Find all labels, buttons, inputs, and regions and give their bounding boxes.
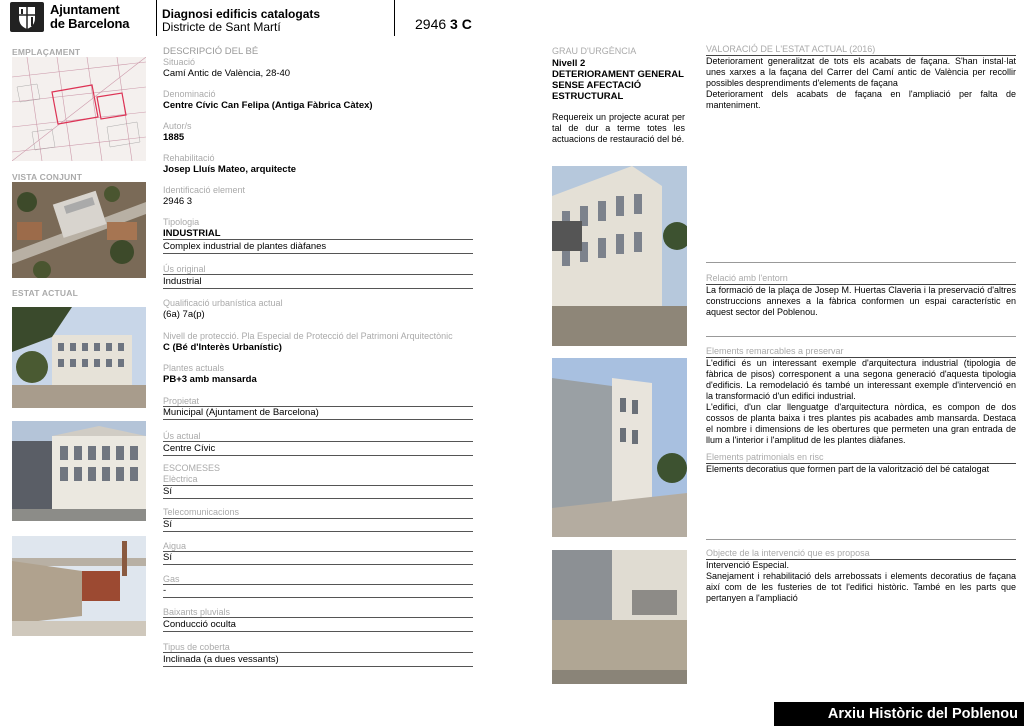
archive-watermark: Arxiu Històric del Poblenou xyxy=(774,702,1024,726)
facade-photo-2 xyxy=(552,358,687,537)
assessment-text: Elements decoratius que formen part de la valorització del bé catalogat xyxy=(706,464,990,474)
barcelona-shield-icon xyxy=(10,2,44,32)
urgency-description: Requereix un projecte acurat per tal de dur a terme totes les actuacions de restauració del bé. xyxy=(552,112,685,144)
section-label-vista: VISTA CONJUNT xyxy=(12,172,83,182)
catalog-level: 3 C xyxy=(450,16,472,32)
field-label: Telecomunicacions xyxy=(163,507,240,517)
field-value: Conducció oculta xyxy=(163,619,236,630)
field-rule xyxy=(163,455,473,456)
field-baixants-value xyxy=(163,619,473,630)
field-rule xyxy=(163,631,473,632)
urgency-heading: GRAU D'URGÈNCIA xyxy=(552,46,637,56)
assessment-text: La formació de la plaça de Josep M. Huertas Claveria i la preservació d'altres construccions annexes a la fàbrica conformen un espai característic en aquest sector del Poblenou. xyxy=(706,285,1016,317)
field-value: PB+3 amb mansarda xyxy=(163,374,257,385)
field-label: Rehabilitació xyxy=(163,153,215,163)
field-value: 2946 3 xyxy=(163,196,193,207)
urgency-headline: DETERIORAMENT GENERAL SENSE AFECTACIÓ ESTRUCTURAL xyxy=(552,69,684,102)
document-title: Diagnosi edificis catalogats xyxy=(162,7,321,21)
field-tipologia xyxy=(163,217,473,239)
field-nivell-proteccio xyxy=(163,331,473,353)
field-denominacio xyxy=(163,89,473,111)
field-label: Qualificació urbanística actual xyxy=(163,298,283,308)
field-value: Josep Lluís Mateo, arquitecte xyxy=(163,164,297,175)
field-situacio xyxy=(163,57,473,79)
field-identificacio xyxy=(163,185,473,207)
location-map xyxy=(12,57,146,161)
field-rule xyxy=(163,419,473,420)
section-rule xyxy=(706,262,1016,263)
field-rule xyxy=(163,564,473,565)
field-label: Propietat xyxy=(163,396,200,406)
field-value: Sí xyxy=(163,519,172,530)
field-value: Camí Antic de València, 28-40 xyxy=(163,68,291,79)
field-qualificacio xyxy=(163,298,473,320)
field-label: Autor/s xyxy=(163,121,192,131)
section-rule xyxy=(706,539,1016,540)
field-rule xyxy=(163,441,473,442)
field-plantes xyxy=(163,363,473,385)
field-telecom-value xyxy=(163,519,473,530)
field-value: Inclinada (a dues vessants) xyxy=(163,654,279,665)
field-label: Baixants pluvials xyxy=(163,607,231,617)
field-rule xyxy=(163,666,473,667)
field-aigua-value xyxy=(163,552,473,563)
field-value: Industrial xyxy=(163,276,202,287)
field-rule xyxy=(163,652,473,653)
field-label: Gas xyxy=(163,574,180,584)
field-value: Sí xyxy=(163,486,172,497)
current-state-photo-1 xyxy=(12,307,146,408)
field-value: C (Bé d'Interès Urbanístic) xyxy=(163,342,282,353)
assessment-surroundings xyxy=(706,273,1016,318)
section-rule xyxy=(706,336,1016,337)
field-propietat-value xyxy=(163,407,473,418)
field-electrica-value xyxy=(163,486,473,497)
header-divider xyxy=(394,0,395,36)
section-label-emplacament: EMPLAÇAMENT xyxy=(12,47,81,57)
field-label: Plantes actuals xyxy=(163,363,225,373)
field-gas-value xyxy=(163,585,473,596)
field-rule xyxy=(163,498,473,499)
assessment-text: Intervenció Especial. Sanejament i rehabilitació dels arrebossats i elements decoratius de façana així com de les fusteries de tot l'edifici històric. També en les parts que pertanyen a l'ampliació xyxy=(706,560,1016,603)
field-value: Centre Cívic xyxy=(163,443,216,454)
field-rule xyxy=(163,597,473,598)
field-autor xyxy=(163,121,473,143)
field-escomeses xyxy=(163,463,473,485)
assessment-label: Relació amb l'entorn xyxy=(706,273,1016,285)
assessment-heritage-risk xyxy=(706,452,1016,475)
assessment-label: VALORACIÓ DE L'ESTAT ACTUAL (2016) xyxy=(706,44,1016,56)
field-value: Municipal (Ajuntament de Barcelona) xyxy=(163,407,319,418)
current-state-photo-2 xyxy=(12,421,146,521)
field-coberta-value xyxy=(163,654,473,665)
district-name: Districte de Sant Martí xyxy=(162,20,281,34)
field-rehabilitacio xyxy=(163,153,473,175)
current-state-photo-3 xyxy=(12,536,146,636)
field-rule xyxy=(163,239,473,240)
field-label: Identificació element xyxy=(163,185,246,195)
ajuntament-logo xyxy=(10,2,150,34)
field-rule xyxy=(163,253,473,254)
brand-line1: Ajuntament xyxy=(50,2,120,17)
field-sublabel: Elèctrica xyxy=(163,474,198,484)
field-label: Ús original xyxy=(163,264,206,274)
field-label: Tipus de coberta xyxy=(163,642,230,652)
assessment-label: Objecte de la intervenció que es proposa xyxy=(706,548,1016,560)
field-label: Denominació xyxy=(163,89,216,99)
catalog-code xyxy=(415,16,472,32)
facade-detail-photo xyxy=(552,550,687,684)
assessment-current-state xyxy=(706,44,1016,111)
field-rule xyxy=(163,274,473,275)
section-label-estat: ESTAT ACTUAL xyxy=(12,288,78,298)
field-telecomunicacions xyxy=(163,507,473,518)
field-rule xyxy=(163,288,473,289)
facade-photo-1 xyxy=(552,166,687,346)
description-heading: DESCRIPCIÓ DEL BÉ xyxy=(163,46,259,57)
field-rule xyxy=(163,617,473,618)
field-label: Situació xyxy=(163,57,196,67)
field-value: - xyxy=(163,585,167,596)
assessment-text: L'edifici és un interessant exemple d'arquitectura industrial (tipologia de fàbrica de pisos) corresponent a una segona generació d'aquesta tipologia d'edificis. La remodelació és també un interessant exemple d'intervenció en la transformació d'un edifici industrial. L'edifici, d'un clar llenguatge d'arquitectura nòrdica, es compon de dos cossos de planta baixa i tres plantes pis acabades amb mansarda. Destaca el nombre i dimensions de les obertures que permeten una gran entrada de llum a l'interior i l'amplitud de les plantes diàfanes. xyxy=(706,358,1016,445)
urgency-level xyxy=(552,58,687,102)
catalog-number: 2946 xyxy=(415,16,447,32)
field-label: Tipologia xyxy=(163,217,200,227)
field-us-original-value xyxy=(163,276,473,287)
assessment-label: Elements remarcables a preservar xyxy=(706,346,1016,358)
assessment-remarkable-elements xyxy=(706,346,1016,446)
field-us-actual-value xyxy=(163,443,473,454)
field-value: Centre Cívic Can Felipa (Antiga Fàbrica Càtex) xyxy=(163,100,373,111)
field-label: Ús actual xyxy=(163,431,201,441)
field-label: Nivell de protecció. Pla Especial de Protecció del Patrimoni Arquitectònic xyxy=(163,331,453,341)
field-value: Complex industrial de plantes diàfanes xyxy=(163,241,327,252)
field-label: Aigua xyxy=(163,541,187,551)
assessment-proposed-intervention xyxy=(706,548,1016,604)
field-value: 1885 xyxy=(163,132,185,143)
field-value: Sí xyxy=(163,552,172,563)
aerial-view-photo xyxy=(12,182,146,278)
assessment-text: Deteriorament generalitzat de tots els acabats de façana. S'han instal·lat unes xarxes a la façana del Carrer del Camí antic de València per recollir possibles desprendiments d'elements de façana Deteriorament dels acabats de façana en l'ampliació per falta de manteniment. xyxy=(706,56,1016,110)
field-rule xyxy=(163,531,473,532)
assessment-label: Elements patrimonials en risc xyxy=(706,452,1016,464)
field-tipologia-detail xyxy=(163,241,473,252)
field-value: (6a) 7a(p) xyxy=(163,309,205,320)
field-label: ESCOMESES xyxy=(163,463,221,473)
header-divider xyxy=(156,0,157,36)
urgency-level-number: Nivell 2 xyxy=(552,58,586,69)
field-value: INDUSTRIAL xyxy=(163,228,221,239)
brand-line2: de Barcelona xyxy=(50,16,130,31)
